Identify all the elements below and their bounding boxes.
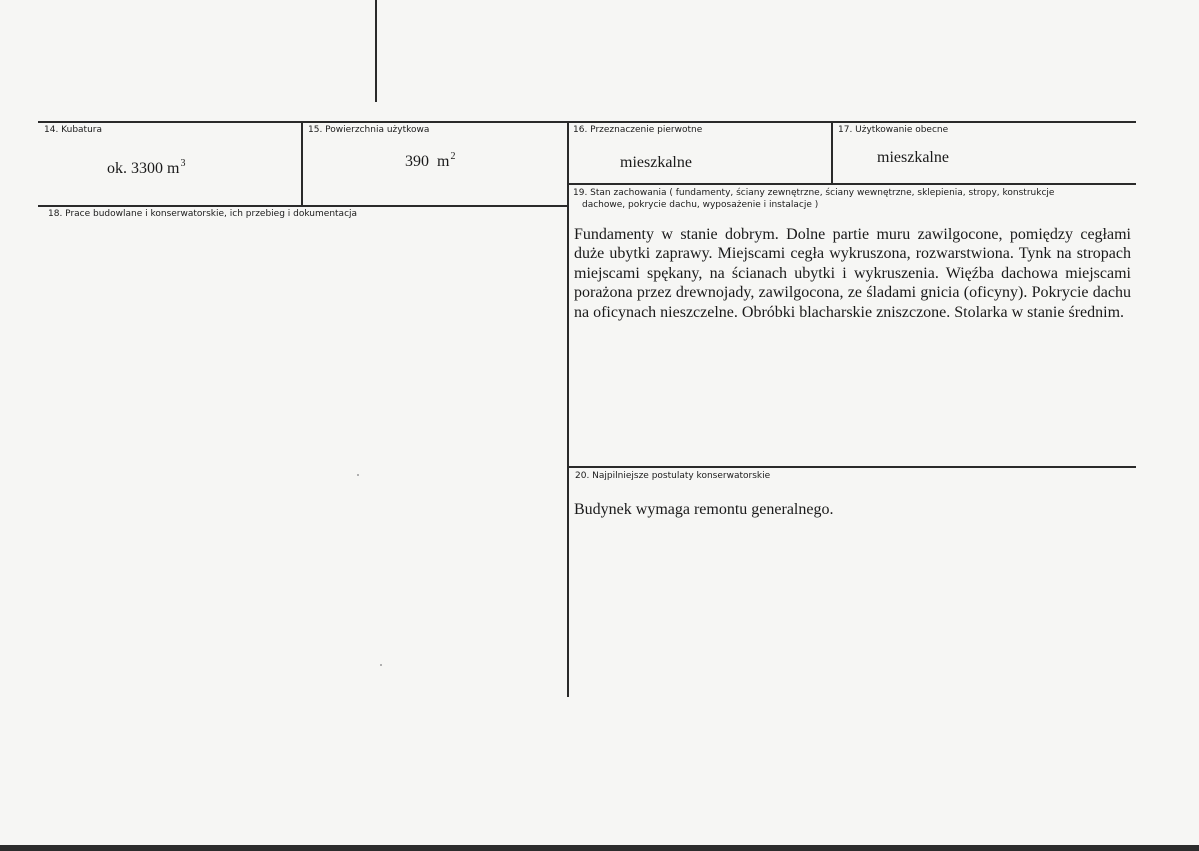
field-16-label: 16. Przeznaczenie pierwotne xyxy=(573,125,703,135)
field-17-value: mieszkalne xyxy=(877,149,949,166)
rule-under-16-17 xyxy=(567,183,1136,185)
field-16-value: mieszkalne xyxy=(620,154,692,171)
field-20-label: 20. Najpilniejsze postulaty konserwatorskie xyxy=(575,471,771,481)
field-15-value xyxy=(405,151,455,171)
field-18-label: 18. Prace budowlane i konserwatorskie, ich przebieg i dokumentacja xyxy=(48,209,358,219)
field-15-label: 15. Powierzchnia użytkowa xyxy=(308,125,430,135)
rule-above-18 xyxy=(38,205,568,207)
field-19-text: Fundamenty w stanie dobrym. Dolne partie muru zawilgocone, pomiędzy cegłami duże ubytki zaprawy. Miejscami cegła wykruszona, rozwarstwiona. Tynk na stropach miejscami spękany, na ścianach ubytki i wykruszenia. Więźba dachowa miejscami porażona przez drewnojady, zawilgocona, ze śladami gnicia (oficyny). Pokrycie dachu na oficynach nieszczelne. Obróbki blacharskie zniszczone. Stolarka w stanie średnim. xyxy=(574,226,1131,321)
form-top-rule xyxy=(38,121,1136,123)
divider-14-15 xyxy=(301,121,303,206)
field-17-label: 17. Użytkowanie obecne xyxy=(838,125,949,135)
field-20-text: Budynek wymaga remontu generalnego. xyxy=(574,501,834,518)
field-14-value-sup: 3 xyxy=(180,158,186,169)
field-19-label-line1: 19. Stan zachowania ( fundamenty, ściany zewnętrzne, ściany wewnętrzne, sklepienia, stropy, konstrukcje xyxy=(573,188,1055,198)
divider-16-17 xyxy=(831,121,833,184)
scan-speck xyxy=(357,474,359,476)
field-15-value-sup: 2 xyxy=(450,151,456,162)
field-14-label: 14. Kubatura xyxy=(44,125,103,135)
divider-15-16 xyxy=(567,121,569,697)
scan-speck xyxy=(380,664,382,666)
field-15-value-text: 390 m xyxy=(405,153,450,170)
field-14-value xyxy=(107,158,185,178)
field-14-value-text: ok. 3300 m xyxy=(107,160,180,177)
top-divider-line xyxy=(375,0,377,102)
rule-above-20 xyxy=(567,466,1136,468)
field-19-label-line2: dachowe, pokrycie dachu, wyposażenie i instalacje ) xyxy=(582,200,819,210)
scan-bottom-edge xyxy=(0,845,1199,851)
